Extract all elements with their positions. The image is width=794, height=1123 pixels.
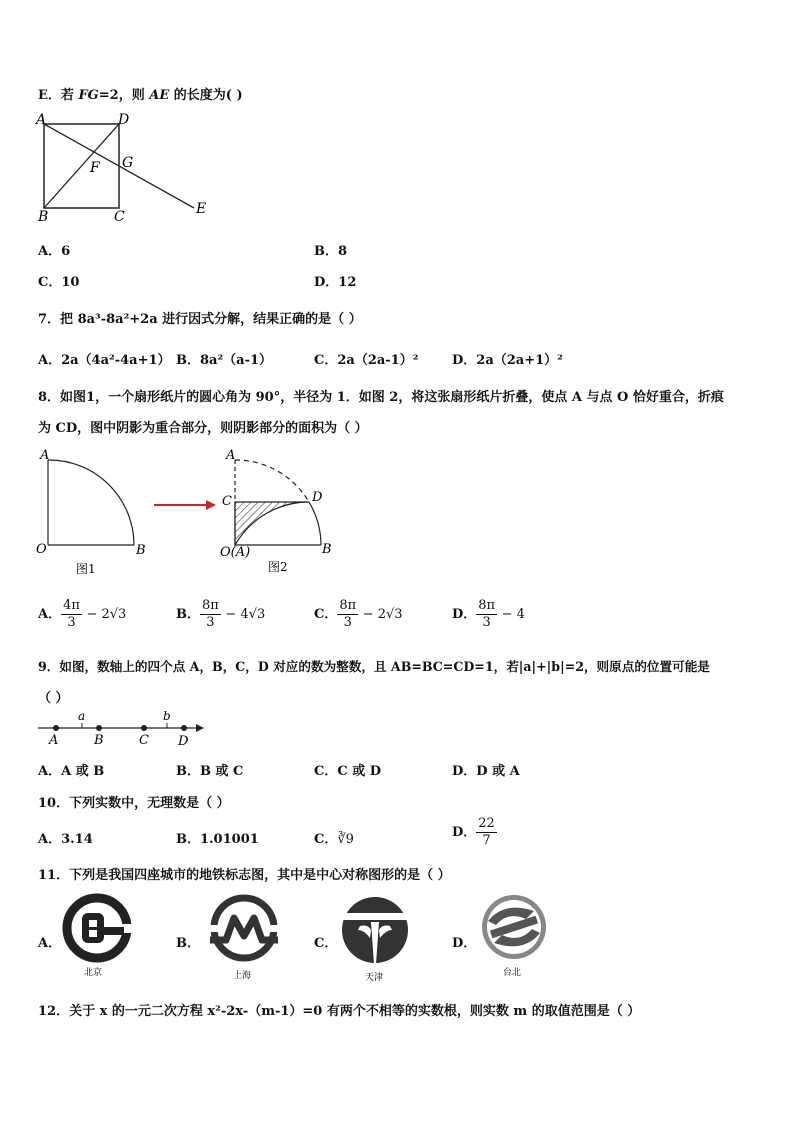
q10-option-b[interactable]: B．1.01001 [176,832,259,847]
q7-option-c[interactable]: C．2a（2a-1）² [314,353,419,368]
q11-option-d-label[interactable]: D． [452,936,477,951]
label-a: A [36,112,47,128]
q9-number-line [34,709,209,749]
svg-text:天津: 天津 [365,973,384,983]
q6-option-b[interactable]: B．8 [314,244,348,259]
q10-option-c[interactable]: C．∛9 [314,832,354,847]
q10-option-d[interactable]: D． $\frac{22}{7}$ [452,816,495,848]
taipei-metro-logo[interactable] [476,893,552,981]
svg-text:北京: 北京 [84,968,103,978]
q8-option-c[interactable]: C． $\frac{8\pi}{3}$ − 2√3 [314,598,403,630]
svg-text:B: B [322,542,332,557]
q8-question-line2: 为 CD，图中阴影为重合部分，则阴影部分的面积为（ ） [38,421,368,436]
svg-text:C: C [139,733,149,748]
arrow-icon [150,495,222,515]
label-e: E [196,201,207,217]
svg-text:图2: 图2 [268,560,288,574]
shaded-region [235,502,309,545]
q8-option-b[interactable]: B． $\frac{8\pi}{3}$ − 4√3 [176,598,266,630]
q8-figure-2 [218,443,336,581]
q7-option-b[interactable]: B．8a²（a-1） [176,353,273,368]
q9-option-b[interactable]: B．B 或 C [176,764,244,779]
svg-text:上海: 上海 [233,971,252,981]
q9-option-c[interactable]: C．C 或 D [314,764,382,779]
label-c: C [114,209,125,225]
svg-text:D: D [312,490,323,505]
q11-option-b-label[interactable]: B． [176,936,200,951]
q8-figure-1 [34,443,164,581]
q9-question-line1: 9．如图，数轴上的四个点 A，B，C，D 对应的数为整数，且 AB=BC=CD=1，若|a|+|b|=2，则原点的位置可能是 [38,659,710,674]
label-g: G [122,155,134,171]
q6-figure-square [34,112,224,227]
tianjin-metro-logo[interactable] [338,894,412,984]
q7-option-a[interactable]: A．2a（4a²-4a+1） [38,353,171,368]
q9-option-d[interactable]: D．D 或 A [452,764,520,779]
line-bd [44,124,119,208]
svg-text:A: A [49,733,59,748]
label-f: F [90,160,100,176]
beijing-metro-logo[interactable] [62,893,132,981]
svg-text:O(A): O(A) [220,545,251,560]
q10-question-text: 10．下列实数中，无理数是（ ） [38,796,230,811]
svg-text:A: A [40,448,50,463]
q11-option-c-label[interactable]: C． [314,936,338,951]
svg-text:b: b [163,709,171,723]
sector-arc [48,460,134,545]
svg-text:O: O [36,542,47,557]
q6-option-a[interactable]: A．6 [38,244,71,259]
label-b: B [38,209,49,225]
q6-option-c[interactable]: C．10 [38,275,80,290]
q12-question-text: 12．关于 x 的一元二次方程 x²-2x-（m-1）=0 有两个不相等的实数根，则实数 m 的取值范围是（ ） [38,1004,641,1019]
svg-text:C: C [222,494,232,509]
q9-question-line2: （ ） [38,691,69,706]
folded-arc-dashed [235,460,309,502]
label-d: D [118,112,130,128]
q8-question-line1: 8．如图1，一个扇形纸片的圆心角为 90°，半径为 1．如图 2，将这张扇形纸片折叠，使点 A 与点 O 恰好重合，折痕 [38,390,724,405]
q7-question-text: 7．把 8a³-8a²+2a 进行因式分解，结果正确的是（ ） [38,312,362,327]
q6-question-text: E．若 FG=2，则 AE 的长度为( ) [38,88,243,103]
svg-text:A: A [226,448,236,463]
q11-question-text: 11．下列是我国四座城市的地铁标志图，其中是中心对称图形的是（ ） [38,868,451,883]
svg-text:D: D [178,734,189,749]
q8-option-d[interactable]: D． $\frac{8\pi}{3}$ − 4 [452,598,525,630]
q9-option-a[interactable]: A．A 或 B [38,764,105,779]
svg-text:B: B [136,543,146,558]
q11-option-a-label[interactable]: A． [38,936,62,951]
q10-option-a[interactable]: A．3.14 [38,832,93,847]
axis-arrow-icon [196,724,204,732]
svg-text:图1: 图1 [76,562,96,576]
svg-text:a: a [78,709,86,723]
q6-option-d[interactable]: D．12 [314,275,357,290]
svg-text:B: B [94,733,104,748]
svg-text:台北: 台北 [503,968,522,978]
q8-option-a[interactable]: A． $\frac{4\pi}{3}$ − 2√3 [38,598,127,630]
q7-option-d[interactable]: D．2a（2a+1）² [452,353,563,368]
shanghai-metro-logo[interactable] [206,892,282,982]
